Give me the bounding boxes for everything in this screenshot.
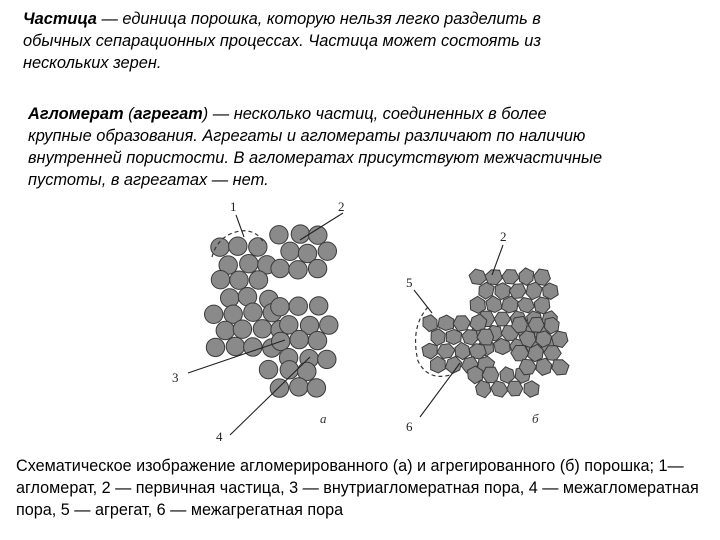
primary-particle <box>320 316 338 334</box>
aggregate-particle <box>437 344 455 359</box>
term-aggregate: агрегат <box>133 105 203 123</box>
primary-particle <box>270 379 288 397</box>
aggregated-powder-particles <box>422 268 569 398</box>
primary-particle <box>318 242 336 260</box>
primary-particle <box>211 271 229 289</box>
term-agglomerate: Агломерат <box>28 105 124 123</box>
definition-particle <box>23 8 703 74</box>
figure-caption: Схематическое изображение агломерированного (а) и агрегированного (б) порошка; 1— агломерат, 2 — первичная частица, 3 — внутриагломератная пора, 4 — межагломератная пора, 5 — агрегат, 6 — межагрегатная пора <box>16 457 699 519</box>
aggregate-particle <box>494 312 510 326</box>
aggregate-particle <box>528 317 544 332</box>
primary-particle <box>270 226 288 244</box>
primary-particle <box>307 379 325 397</box>
leader-line-1 <box>236 215 244 237</box>
callout-5: 5 <box>406 275 413 290</box>
aggregate-particle <box>482 367 499 383</box>
agglomerated-powder-particles <box>205 225 339 397</box>
term-particle: Частица <box>23 10 97 28</box>
aggregate-particle <box>453 316 470 332</box>
primary-particle <box>229 237 247 255</box>
aggregate-particle <box>491 381 508 397</box>
primary-particle <box>205 305 223 323</box>
powder-schematic-figure <box>160 195 580 445</box>
aggregate-particle <box>534 297 550 314</box>
primary-particle <box>291 225 309 243</box>
definition-agglomerate <box>28 103 708 191</box>
panel-label-b: б <box>532 411 539 426</box>
aggregate-particle <box>517 298 534 313</box>
primary-particle <box>249 271 267 289</box>
primary-particle <box>318 350 336 368</box>
aggregate-particle <box>519 268 534 286</box>
primary-particle <box>271 259 289 277</box>
leader-line-5 <box>414 290 432 313</box>
definition-particle-text: — единица порошка, которую нельзя легко разделить в обычных сепарационных процессах. Частица может состоять из нескольких зерен. <box>23 10 542 72</box>
aggregate-particle <box>507 381 523 396</box>
aggregate-particle <box>476 380 491 398</box>
aggregate-particle <box>446 329 461 344</box>
primary-particle <box>290 330 308 348</box>
primary-particle <box>271 298 289 316</box>
primary-particle <box>249 238 267 256</box>
primary-particle <box>308 331 326 349</box>
aggregate-particle <box>422 343 437 359</box>
primary-particle <box>253 320 271 338</box>
primary-particle <box>230 271 248 289</box>
primary-particle <box>281 242 299 260</box>
callout-3: 3 <box>172 370 179 385</box>
aggregate-particle <box>431 356 446 373</box>
primary-particle <box>289 261 307 279</box>
aggregate-particle <box>423 315 437 332</box>
primary-particle <box>259 360 277 378</box>
primary-particle <box>206 338 224 356</box>
primary-particle <box>310 297 328 315</box>
aggregate-particle <box>438 315 454 330</box>
aggregate-particle <box>495 283 510 300</box>
definition-agglomerate-text: ) — несколько частиц, соединенных в более крупные образования. Агрегаты и агломераты различают по наличию внутренней пористости. В агломератах присутствуют межчастичные пустоты, в агрегатах — нет. <box>28 105 603 189</box>
aggregate-particle <box>543 283 559 300</box>
aggregate-particle <box>462 330 479 346</box>
definition-agglomerate-paren-open: ( <box>123 105 134 123</box>
primary-particle <box>226 337 244 355</box>
callout-1: 1 <box>230 199 237 214</box>
callout-2b: 2 <box>500 229 507 244</box>
panel-label-a: а <box>320 411 327 426</box>
aggregate-particle <box>502 270 519 284</box>
primary-particle <box>280 361 298 379</box>
primary-particle <box>244 303 262 321</box>
aggregate-particle <box>524 381 539 398</box>
aggregate-particle <box>469 269 487 285</box>
primary-particle <box>216 321 234 339</box>
callout-6: 6 <box>406 419 413 434</box>
aggregate-particle <box>552 331 568 347</box>
callout-4: 4 <box>216 429 223 444</box>
aggregate-particle <box>552 360 569 375</box>
primary-particle <box>289 297 307 315</box>
primary-particle <box>290 378 308 396</box>
aggregate-particle <box>455 342 470 359</box>
aggregate-particle <box>536 358 552 375</box>
primary-particle <box>233 320 251 338</box>
primary-particle <box>221 289 239 307</box>
primary-particle <box>240 255 258 273</box>
callout-2a: 2 <box>338 199 345 214</box>
primary-particle <box>308 259 326 277</box>
aggregate-particle <box>431 329 445 346</box>
